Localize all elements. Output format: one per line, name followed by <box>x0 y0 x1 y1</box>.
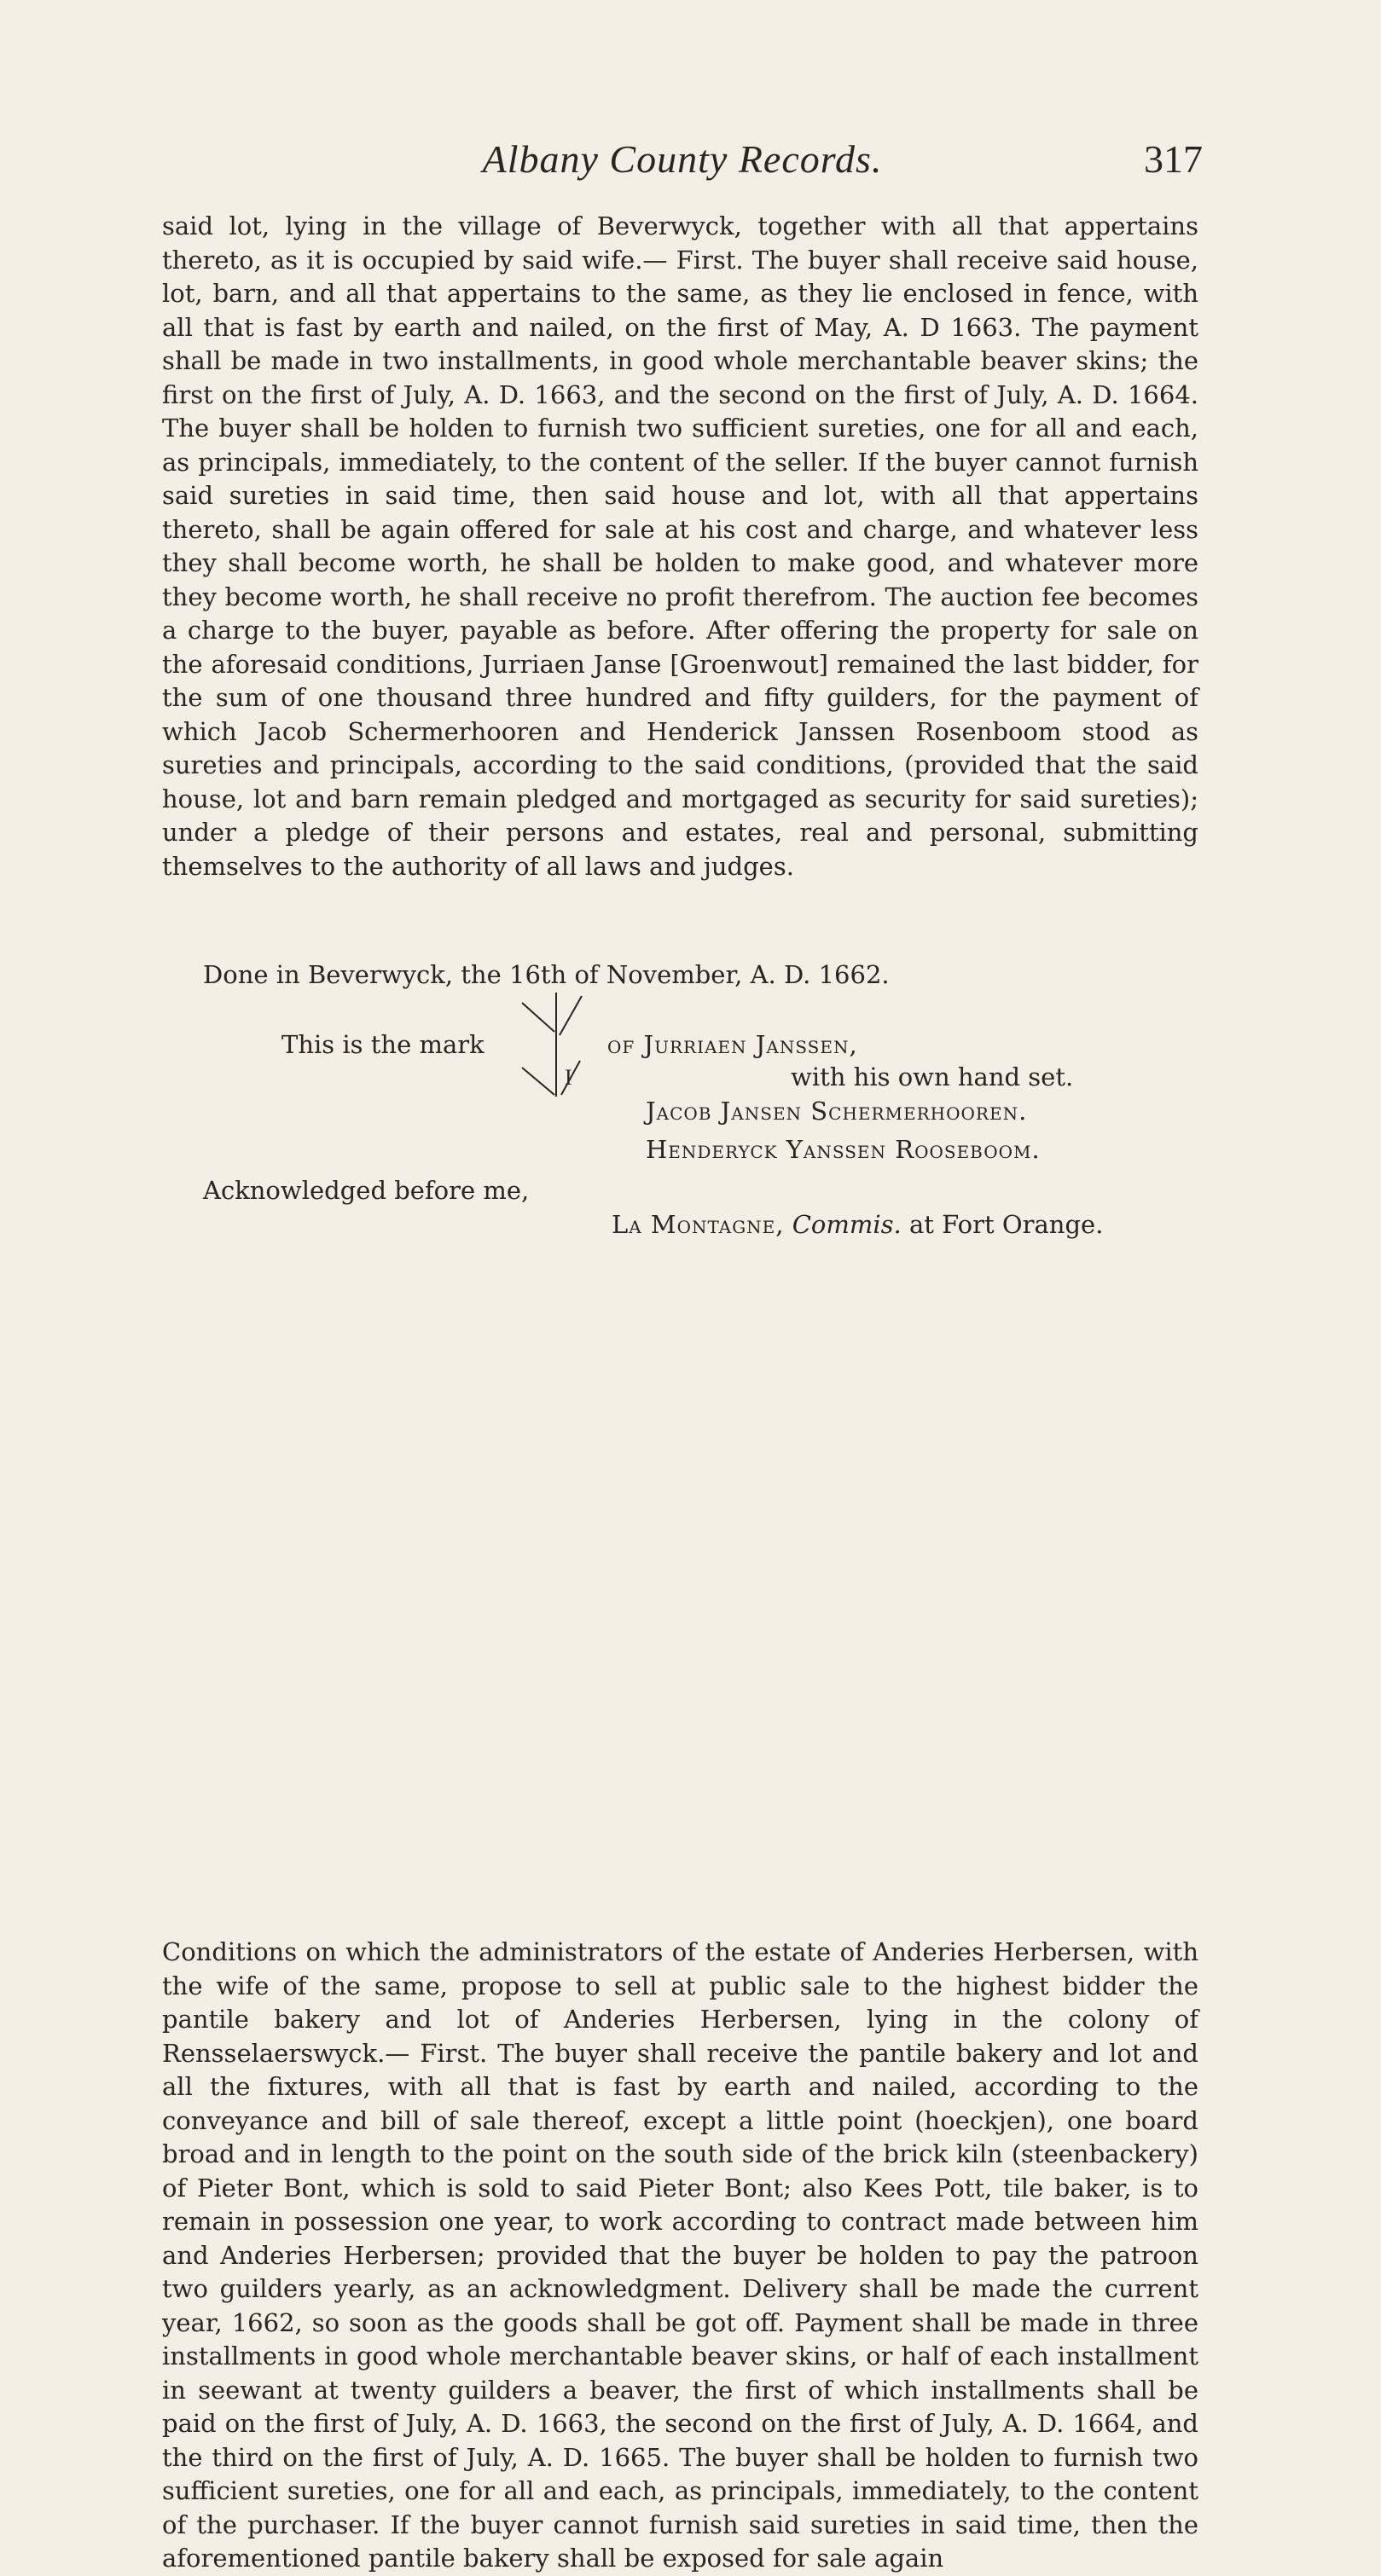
paragraph-bakery-conditions: Conditions on which the administrators of the estate of Anderies Herbersen, with the wife of the same, propose to sell at public sale to the highest bidder the pantile bakery and lot of Anderies Herbersen, lying in the colony of Rensselaerswyck.— First. The buyer shall receive the pantile bakery and lot and all the fixtures, with all that is fast by earth and nailed, according to the conveyance and bill of sale thereof, except a little point (hoeckjen), one board broad and in length to the point on the south side of the brick kiln (steenbackery) of Pieter Bont, which is sold to said Pieter Bont; also Kees Pott, tile baker, is to remain in possession one year, to work according to contract made between him and Anderies Herbersen; provided that the buyer be holden to pay the patroon two guilders yearly, as an acknowledgment. Delivery shall be made the current year, 1662, so soon as the goods shall be got off. Payment shall be made in three installments in good whole merchantable beaver skins, or half of each installment in seewant at twenty guilders a beaver, the first of which installments shall be paid on the first of July, A. D. 1663, the second on the first of July, A. D. 1664, and the third on the first of July, A. D. 1665. The buyer shall be holden to furnish two sufficient sureties, one for all and each, as principals, immediately, to the content of the purchaser. If the buyer cannot furnish said sureties in said time, then the aforementioned pantile bakery shall be exposed for sale again <box>162 1937 1198 2573</box>
signer-note: with his own hand set. <box>791 1062 1074 1091</box>
dated-line: Done in Beverwyck, the 16th of November, A. D. 1662. <box>203 960 890 989</box>
page-header <box>162 136 1203 188</box>
page-number: 317 <box>1144 137 1203 181</box>
signer-schermerhooren: Jacob Jansen Schermerhooren. <box>646 1097 1028 1126</box>
mark-letter: I <box>565 1065 572 1090</box>
signer-name-jurriaen: of Jurriaen Janssen, <box>607 1030 858 1059</box>
paragraph-sale-of-house: said lot, lying in the village of Beverwyck, together with all that appertains thereto, as it is occupied by said wife.— First. The buyer shall receive said house, lot, barn, and all that appertains to the same, as they lie enclosed in fence, with all that is fast by earth and nailed, on the first of May, A. D 1663. The payment shall be made in two installments, in good whole merchantable beaver skins; the first on the first of July, A. D. 1663, and the second on the first of July, A. D. 1664. The buyer shall be holden to furnish two sufficient sureties, one for all and each, as principals, immediately, to the content of the seller. If the buyer cannot furnish said sureties in said time, then said house and lot, with all that appertains thereto, shall be again offered for sale at his cost and charge, and whatever less they shall become worth, he shall be holden to make good, and whatever more they become worth, he shall receive no profit therefrom. The auction fee becomes a charge to the buyer, payable as before. After offering the property for sale on the aforesaid conditions, Jurriaen Janse [Groenwout] remained the last bidder, for the sum of one thousand three hundred and fifty guilders, for the payment of which Jacob Schermerhooren and Henderick Janssen Rosenboom stood as sureties and principals, according to the said conditions, (provided that the said house, lot and barn remain pledged and mortgaged as security for said sureties); under a pledge of their persons and estates, real and personal, submitting themselves to the authority of all laws and judges. <box>162 211 1198 881</box>
commissary-name: La Montagne, <box>612 1210 785 1239</box>
acknowledgment-line: Acknowledged before me, <box>203 1176 530 1205</box>
signer-rooseboom: Henderyck Yanssen Rooseboom. <box>646 1135 1041 1164</box>
commissary-signature <box>612 1210 1103 1239</box>
commissary-title: Commis. <box>792 1210 902 1239</box>
running-title: Albany County Records. <box>482 137 883 181</box>
mark-label: This is the mark <box>281 1030 485 1059</box>
commissary-place: at Fort Orange. <box>908 1210 1104 1239</box>
signature-mark <box>510 989 604 1100</box>
